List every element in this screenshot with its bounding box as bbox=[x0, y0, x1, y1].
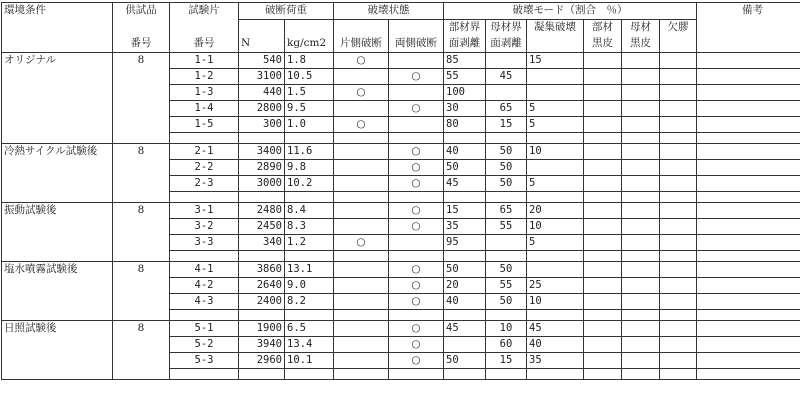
mode-c1-cell: 20 bbox=[444, 278, 486, 294]
mode-c6-cell bbox=[660, 219, 697, 235]
piece-cell: 2-2 bbox=[170, 160, 239, 176]
header-specimen: 供試品 bbox=[113, 3, 170, 20]
remarks-cell bbox=[697, 219, 800, 235]
state-one-cell bbox=[334, 176, 389, 192]
remarks-cell bbox=[697, 85, 800, 101]
load-n-cell: 3860 bbox=[239, 262, 285, 278]
state-both-cell: ○ bbox=[389, 160, 444, 176]
load-kg-cell: 13.1 bbox=[285, 262, 334, 278]
mode-c1-cell: 50 bbox=[444, 160, 486, 176]
env-cell: 日照試験後 bbox=[2, 321, 113, 380]
header-remarks: 備考 bbox=[697, 3, 800, 20]
mode-c1-cell: 30 bbox=[444, 101, 486, 117]
mode-c2-cell: 50 bbox=[486, 144, 527, 160]
table-row bbox=[2, 53, 800, 69]
load-n-cell: 2800 bbox=[239, 101, 285, 117]
load-kg-cell: 11.6 bbox=[285, 144, 334, 160]
mode-c6-cell bbox=[660, 353, 697, 369]
load-n-cell: 2400 bbox=[239, 294, 285, 310]
env-cell: 冷熱サイクル試験後 bbox=[2, 144, 113, 203]
mode-c2-cell: 10 bbox=[486, 321, 527, 337]
state-one-cell bbox=[334, 278, 389, 294]
state-one-cell bbox=[334, 219, 389, 235]
state-both-cell: ○ bbox=[389, 219, 444, 235]
piece-cell: 4-1 bbox=[170, 262, 239, 278]
mode-c5-cell bbox=[622, 262, 660, 278]
mode-c2-cell bbox=[486, 85, 527, 101]
mode-c3-cell: 45 bbox=[527, 321, 584, 337]
load-n-cell: 2890 bbox=[239, 160, 285, 176]
load-n-cell: 3940 bbox=[239, 337, 285, 353]
mode-c3-cell: 5 bbox=[527, 176, 584, 192]
state-one-cell: ○ bbox=[334, 235, 389, 251]
mode-c6-cell bbox=[660, 117, 697, 133]
mode-c2-cell: 50 bbox=[486, 160, 527, 176]
mode-c2-cell: 45 bbox=[486, 69, 527, 85]
mode-c3-cell: 5 bbox=[527, 235, 584, 251]
mode-c3-cell: 10 bbox=[527, 294, 584, 310]
mode-c5-cell bbox=[622, 321, 660, 337]
mode-c1-cell: 45 bbox=[444, 321, 486, 337]
mode-c1-cell: 50 bbox=[444, 353, 486, 369]
piece-cell: 5-2 bbox=[170, 337, 239, 353]
mode-c3-cell: 5 bbox=[527, 101, 584, 117]
mode-c3-cell: 20 bbox=[527, 203, 584, 219]
mode-c6-cell bbox=[660, 235, 697, 251]
state-both-cell: ○ bbox=[389, 176, 444, 192]
state-both-cell: ○ bbox=[389, 337, 444, 353]
remarks-cell bbox=[697, 294, 800, 310]
mode-c4-cell bbox=[584, 85, 622, 101]
remarks-cell bbox=[697, 262, 800, 278]
load-n-cell: 540 bbox=[239, 53, 285, 69]
specimen-cell: 8 bbox=[113, 53, 170, 144]
piece-cell: 4-3 bbox=[170, 294, 239, 310]
state-both-cell: ○ bbox=[389, 294, 444, 310]
header-unit-n: N bbox=[239, 36, 285, 53]
mode-c4-cell bbox=[584, 219, 622, 235]
state-one-cell: ○ bbox=[334, 85, 389, 101]
piece-cell: 5-3 bbox=[170, 353, 239, 369]
state-both-cell bbox=[389, 53, 444, 69]
mode-c3-cell: 10 bbox=[527, 144, 584, 160]
remarks-cell bbox=[697, 278, 800, 294]
mode-c4-cell bbox=[584, 337, 622, 353]
load-kg-cell: 1.8 bbox=[285, 53, 334, 69]
mode-c4-cell bbox=[584, 69, 622, 85]
header-state-both: 両側破断 bbox=[389, 36, 444, 53]
mode-c5-cell bbox=[622, 69, 660, 85]
env-cell: 振動試験後 bbox=[2, 203, 113, 262]
state-one-cell bbox=[334, 144, 389, 160]
header-state-one: 片側破断 bbox=[334, 36, 389, 53]
mode-c5-cell bbox=[622, 176, 660, 192]
mode-c3-cell: 25 bbox=[527, 278, 584, 294]
state-one-cell: ○ bbox=[334, 117, 389, 133]
mode-c3-cell bbox=[527, 69, 584, 85]
remarks-cell bbox=[697, 353, 800, 369]
mode-c3-cell: 40 bbox=[527, 337, 584, 353]
mode-c4-cell bbox=[584, 235, 622, 251]
load-n-cell: 2960 bbox=[239, 353, 285, 369]
mode-c4-cell bbox=[584, 53, 622, 69]
piece-cell: 3-3 bbox=[170, 235, 239, 251]
state-both-cell: ○ bbox=[389, 101, 444, 117]
state-both-cell: ○ bbox=[389, 321, 444, 337]
remarks-cell bbox=[697, 321, 800, 337]
load-n-cell: 2480 bbox=[239, 203, 285, 219]
header-specimen-no: 番号 bbox=[113, 36, 170, 53]
state-one-cell bbox=[334, 353, 389, 369]
mode-c2-cell: 60 bbox=[486, 337, 527, 353]
load-n-cell: 3100 bbox=[239, 69, 285, 85]
mode-c5-cell bbox=[622, 85, 660, 101]
mode-c5-cell bbox=[622, 235, 660, 251]
mode-c5-cell bbox=[622, 203, 660, 219]
load-n-cell: 340 bbox=[239, 235, 285, 251]
mode-c6-cell bbox=[660, 101, 697, 117]
mode-c5-cell bbox=[622, 160, 660, 176]
mode-c4-cell bbox=[584, 203, 622, 219]
state-both-cell: ○ bbox=[389, 353, 444, 369]
mode-c4-cell bbox=[584, 321, 622, 337]
load-n-cell: 3000 bbox=[239, 176, 285, 192]
remarks-cell bbox=[697, 101, 800, 117]
specimen-cell: 8 bbox=[113, 144, 170, 203]
load-kg-cell: 1.0 bbox=[285, 117, 334, 133]
load-kg-cell: 1.2 bbox=[285, 235, 334, 251]
load-n-cell: 2450 bbox=[239, 219, 285, 235]
header-unit-kg: kg/cm2 bbox=[285, 36, 334, 53]
specimen-cell: 8 bbox=[113, 321, 170, 380]
table-row bbox=[2, 203, 800, 219]
mode-c5-cell bbox=[622, 101, 660, 117]
piece-cell: 1-5 bbox=[170, 117, 239, 133]
mode-c3-cell bbox=[527, 262, 584, 278]
load-kg-cell: 8.2 bbox=[285, 294, 334, 310]
state-one-cell: ○ bbox=[334, 53, 389, 69]
mode-c6-cell bbox=[660, 294, 697, 310]
mode-c1-cell: 35 bbox=[444, 219, 486, 235]
mode-c2-cell: 65 bbox=[486, 203, 527, 219]
mode-c5-cell bbox=[622, 53, 660, 69]
mode-c2-cell: 50 bbox=[486, 176, 527, 192]
mode-c6-cell bbox=[660, 262, 697, 278]
state-one-cell bbox=[334, 337, 389, 353]
mode-c1-cell: 95 bbox=[444, 235, 486, 251]
state-both-cell: ○ bbox=[389, 144, 444, 160]
mode-c2-cell bbox=[486, 53, 527, 69]
load-kg-cell: 10.5 bbox=[285, 69, 334, 85]
state-one-cell bbox=[334, 203, 389, 219]
piece-cell: 2-3 bbox=[170, 176, 239, 192]
mode-c3-cell bbox=[527, 160, 584, 176]
piece-cell: 5-1 bbox=[170, 321, 239, 337]
fracture-test-table bbox=[1, 2, 800, 380]
specimen-cell: 8 bbox=[113, 203, 170, 262]
header-mode-c1-2: 面剥離 bbox=[444, 36, 486, 53]
state-one-cell bbox=[334, 101, 389, 117]
mode-c1-cell bbox=[444, 337, 486, 353]
mode-c2-cell bbox=[486, 235, 527, 251]
state-one-cell bbox=[334, 321, 389, 337]
load-kg-cell: 10.1 bbox=[285, 353, 334, 369]
load-kg-cell: 1.5 bbox=[285, 85, 334, 101]
mode-c3-cell: 5 bbox=[527, 117, 584, 133]
remarks-cell bbox=[697, 160, 800, 176]
header-mode-c5: 母材 bbox=[622, 20, 660, 37]
mode-c6-cell bbox=[660, 337, 697, 353]
remarks-cell bbox=[697, 176, 800, 192]
state-one-cell bbox=[334, 262, 389, 278]
mode-c1-cell: 45 bbox=[444, 176, 486, 192]
piece-cell: 3-1 bbox=[170, 203, 239, 219]
header-mode-c4-2: 黒皮 bbox=[584, 36, 622, 53]
mode-c6-cell bbox=[660, 69, 697, 85]
mode-c1-cell: 55 bbox=[444, 69, 486, 85]
piece-cell: 1-2 bbox=[170, 69, 239, 85]
mode-c1-cell: 40 bbox=[444, 144, 486, 160]
load-kg-cell: 6.5 bbox=[285, 321, 334, 337]
header-load: 破断荷重 bbox=[239, 3, 334, 20]
mode-c2-cell: 65 bbox=[486, 101, 527, 117]
load-kg-cell: 10.2 bbox=[285, 176, 334, 192]
remarks-cell bbox=[697, 144, 800, 160]
mode-c6-cell bbox=[660, 203, 697, 219]
mode-c4-cell bbox=[584, 278, 622, 294]
mode-c2-cell: 50 bbox=[486, 262, 527, 278]
load-n-cell: 3400 bbox=[239, 144, 285, 160]
header-piece: 試験片 bbox=[170, 3, 239, 20]
mode-c4-cell bbox=[584, 101, 622, 117]
piece-cell: 1-3 bbox=[170, 85, 239, 101]
mode-c4-cell bbox=[584, 144, 622, 160]
header-env: 環境条件 bbox=[2, 3, 113, 20]
mode-c4-cell bbox=[584, 117, 622, 133]
load-kg-cell: 8.3 bbox=[285, 219, 334, 235]
mode-c3-cell: 35 bbox=[527, 353, 584, 369]
specimen-cell: 8 bbox=[113, 262, 170, 321]
state-both-cell bbox=[389, 117, 444, 133]
header-mode-c4: 部材 bbox=[584, 20, 622, 37]
piece-cell: 1-1 bbox=[170, 53, 239, 69]
mode-c2-cell: 15 bbox=[486, 117, 527, 133]
remarks-cell bbox=[697, 117, 800, 133]
state-both-cell: ○ bbox=[389, 69, 444, 85]
env-cell: オリジナル bbox=[2, 53, 113, 144]
load-kg-cell: 9.8 bbox=[285, 160, 334, 176]
mode-c6-cell bbox=[660, 53, 697, 69]
state-one-cell bbox=[334, 294, 389, 310]
mode-c6-cell bbox=[660, 278, 697, 294]
mode-c4-cell bbox=[584, 262, 622, 278]
piece-cell: 3-2 bbox=[170, 219, 239, 235]
piece-cell: 1-4 bbox=[170, 101, 239, 117]
mode-c6-cell bbox=[660, 321, 697, 337]
load-kg-cell: 9.0 bbox=[285, 278, 334, 294]
mode-c6-cell bbox=[660, 144, 697, 160]
load-kg-cell: 13.4 bbox=[285, 337, 334, 353]
mode-c1-cell: 80 bbox=[444, 117, 486, 133]
mode-c6-cell bbox=[660, 176, 697, 192]
load-n-cell: 440 bbox=[239, 85, 285, 101]
mode-c6-cell bbox=[660, 160, 697, 176]
mode-c3-cell bbox=[527, 85, 584, 101]
mode-c5-cell bbox=[622, 353, 660, 369]
mode-c5-cell bbox=[622, 117, 660, 133]
mode-c5-cell bbox=[622, 219, 660, 235]
state-one-cell bbox=[334, 160, 389, 176]
state-both-cell: ○ bbox=[389, 262, 444, 278]
mode-c4-cell bbox=[584, 160, 622, 176]
mode-c3-cell: 10 bbox=[527, 219, 584, 235]
header-mode-c3: 凝集破壊 bbox=[527, 20, 584, 37]
mode-c3-cell: 15 bbox=[527, 53, 584, 69]
mode-c5-cell bbox=[622, 144, 660, 160]
remarks-cell bbox=[697, 337, 800, 353]
piece-cell: 2-1 bbox=[170, 144, 239, 160]
state-both-cell: ○ bbox=[389, 203, 444, 219]
state-both-cell bbox=[389, 85, 444, 101]
mode-c5-cell bbox=[622, 294, 660, 310]
table-row bbox=[2, 144, 800, 160]
mode-c4-cell bbox=[584, 353, 622, 369]
piece-cell: 4-2 bbox=[170, 278, 239, 294]
state-both-cell: ○ bbox=[389, 278, 444, 294]
mode-c2-cell: 50 bbox=[486, 294, 527, 310]
remarks-cell bbox=[697, 53, 800, 69]
header-mode-c6: 欠膠 bbox=[660, 20, 697, 37]
remarks-cell bbox=[697, 69, 800, 85]
mode-c1-cell: 100 bbox=[444, 85, 486, 101]
mode-c4-cell bbox=[584, 294, 622, 310]
mode-c2-cell: 55 bbox=[486, 219, 527, 235]
header-mode-c5-2: 黒皮 bbox=[622, 36, 660, 53]
load-kg-cell: 9.5 bbox=[285, 101, 334, 117]
load-n-cell: 1900 bbox=[239, 321, 285, 337]
table-row bbox=[2, 321, 800, 337]
state-one-cell bbox=[334, 69, 389, 85]
header-mode-c2-2: 面剥離 bbox=[486, 36, 527, 53]
mode-c5-cell bbox=[622, 337, 660, 353]
env-cell: 塩水噴霧試験後 bbox=[2, 262, 113, 321]
mode-c2-cell: 55 bbox=[486, 278, 527, 294]
load-n-cell: 2640 bbox=[239, 278, 285, 294]
header-state: 破壊状態 bbox=[334, 3, 444, 20]
state-both-cell bbox=[389, 235, 444, 251]
mode-c1-cell: 85 bbox=[444, 53, 486, 69]
mode-c6-cell bbox=[660, 85, 697, 101]
mode-c2-cell: 15 bbox=[486, 353, 527, 369]
header-mode-c1: 部材界 bbox=[444, 20, 486, 37]
remarks-cell bbox=[697, 203, 800, 219]
mode-c5-cell bbox=[622, 278, 660, 294]
header-mode: 破壊モード（割合 ％） bbox=[444, 3, 697, 20]
mode-c4-cell bbox=[584, 176, 622, 192]
header-mode-c2: 母材界 bbox=[486, 20, 527, 37]
table-row bbox=[2, 262, 800, 278]
load-kg-cell: 8.4 bbox=[285, 203, 334, 219]
header-piece-no: 番号 bbox=[170, 36, 239, 53]
mode-c1-cell: 40 bbox=[444, 294, 486, 310]
mode-c1-cell: 15 bbox=[444, 203, 486, 219]
mode-c1-cell: 50 bbox=[444, 262, 486, 278]
remarks-cell bbox=[697, 235, 800, 251]
load-n-cell: 300 bbox=[239, 117, 285, 133]
